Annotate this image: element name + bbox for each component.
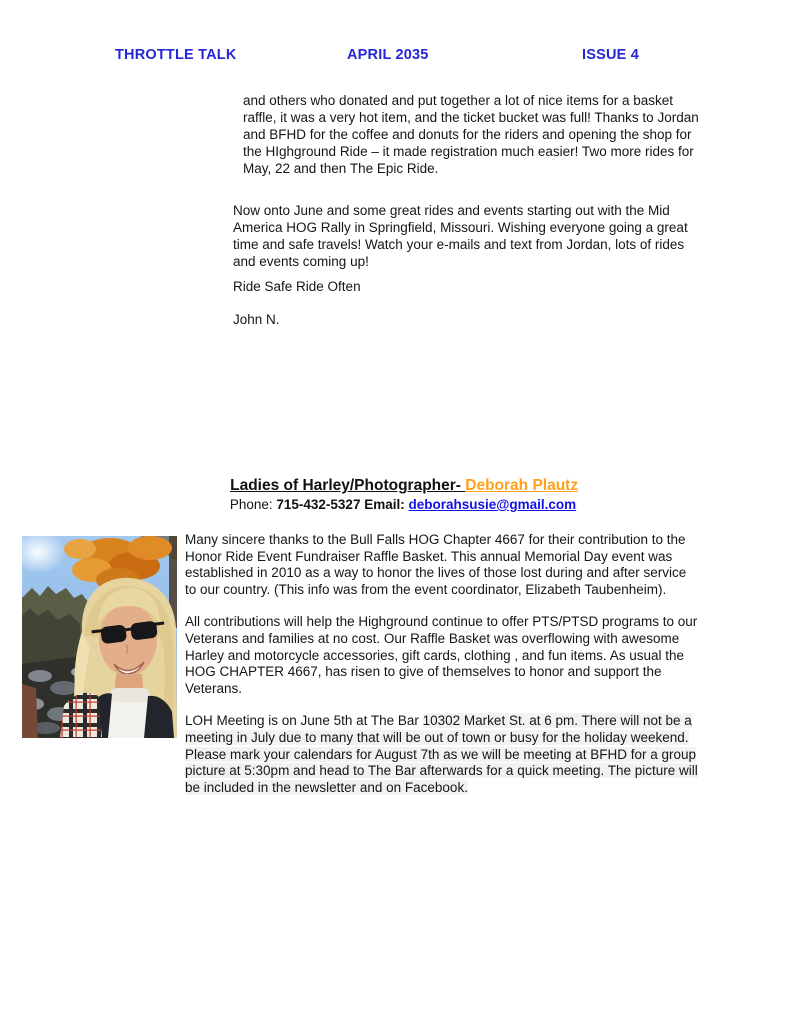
issue-date: APRIL 2035 <box>347 47 429 63</box>
loh-paragraph-2: All contributions will help the Highground continue to offer PTS/PTSD programs to our Veterans and families at no cost. Our Raffle Basket was overflowing with awesome Harley and motorcycle accessories, gift cards, clothing , and fun items. As usual the HOG CHAPTER 4667, has risen to give of themselves to honor and support the Veterans. <box>185 614 698 696</box>
selfie-photo-illustration <box>22 536 177 738</box>
phone-label: Phone: <box>229 497 277 512</box>
signoff-motto: Ride Safe Ride Often <box>233 279 361 294</box>
email-link[interactable]: deborahsusie@gmail.com <box>408 497 577 512</box>
loh-heading-name: Deborah Plautz <box>465 477 579 494</box>
issue-number: ISSUE 4 <box>582 47 640 63</box>
editor-paragraph-2: Now onto June and some great rides and events starting out with the Mid America HOG Rally in Springfield, Missouri. Wishing everyone going a great time and safe travels! Watch your e-mails and text from Jordan, lots of rides and events coming up! <box>233 203 688 269</box>
phone-number: 715-432-5327 <box>276 497 361 512</box>
loh-paragraph-1: Many sincere thanks to the Bull Falls HOG Chapter 4667 for their contribution to the Honor Ride Event Fundraiser Raffle Basket. This annual Memorial Day event was established in 2010 as a way to honor the lives of those lost during and after service to our country. (This info was from the event coordinator, Elizabeth Taubenheim). <box>185 532 687 597</box>
newsletter-title: THROTTLE TALK <box>115 47 237 63</box>
email-label: Email: <box>360 497 409 512</box>
loh-paragraph-3-highlighted: 10302 Market St. at 6 pm. There will not be a meeting in July due to many that will be out of town or busy for the holiday weekend. Please mark your calendars for August 7th as we will be meeting at BFHD for a group picture at 5:30pm and head to The Bar afterwards for a quick meeting. The picture will be included in the newsletter and on Facebook. <box>185 713 698 795</box>
loh-heading-title: Ladies of Harley/Photographer- <box>230 477 466 494</box>
signoff-signature: John N. <box>233 312 280 327</box>
deborah-selfie-photo <box>22 536 177 738</box>
loh-paragraph-3 <box>185 713 701 796</box>
loh-contact-line <box>0 482 791 527</box>
loh-body-column <box>185 532 701 796</box>
loh-paragraph-3-lead: LOH Meeting is on June 5th at The Bar <box>185 713 423 729</box>
editor-paragraph-1: and others who donated and put together a lot of nice items for a basket raffle, it was a very hot item, and the ticket bucket was full! Thanks to Jordan and BFHD for the coffee and donuts for the riders and opening the shop for the HIghground Ride – it made registration much easier! Two more rides for May, 22 and then The Epic Ride. <box>243 93 699 176</box>
